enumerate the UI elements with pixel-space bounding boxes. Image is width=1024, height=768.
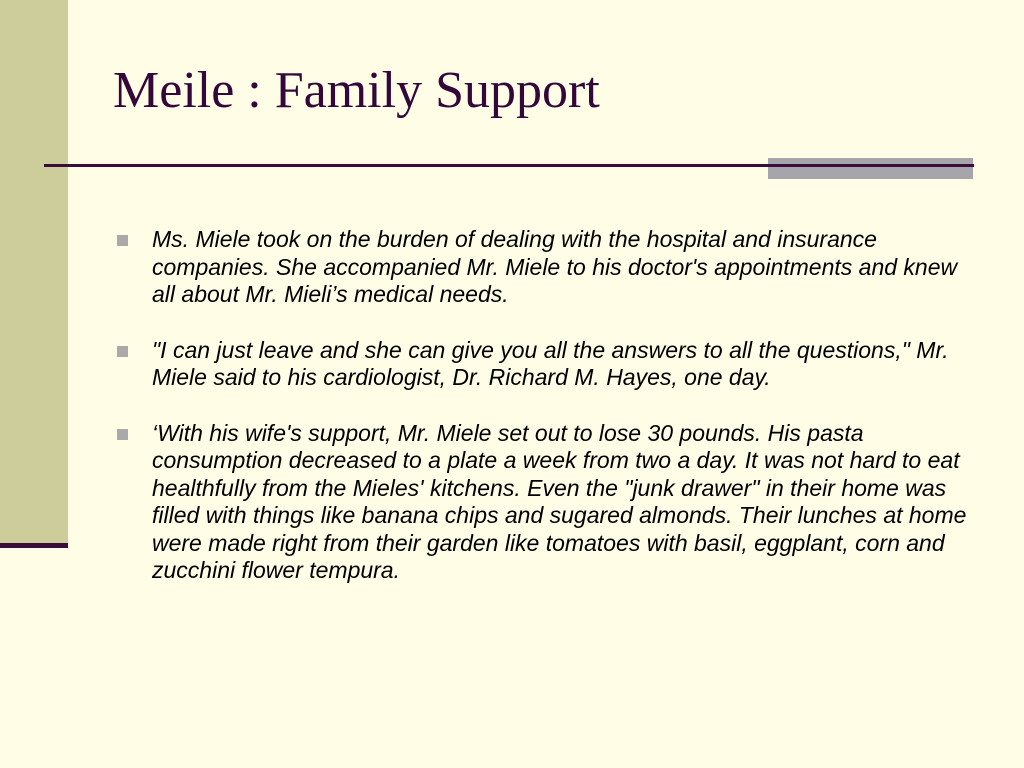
square-bullet-icon [117,429,128,440]
square-bullet-icon [117,235,128,246]
bullet-text-1: Ms. Miele took on the burden of dealing with the hospital and insurance companies. She accompanied Mr. Miele to his doctor's appointments and knew all about Mr. Mieli’s medical needs. [152,226,958,307]
slide-title: Meile : Family Support [113,62,600,119]
left-accent-bar [0,543,68,548]
bullet-item-2 [114,337,974,392]
bullet-item-3 [114,420,974,585]
bullet-text-2: "I can just leave and she can give you all the answers to all the questions," Mr. Miele said to his cardiologist, Dr. Richard M. Hayes, one day. [152,336,949,390]
left-decorative-band [0,0,68,545]
bullet-item-1 [114,226,974,309]
square-bullet-icon [117,346,128,357]
title-divider-bar [768,158,973,179]
bullet-list [114,226,974,613]
bullet-text-3: ‘With his wife's support, Mr. Miele set out to lose 30 pounds. His pasta consumption decreased to a plate a week from two a day. It was not hard to eat healthfully from the Mieles' kitchens. Even the "junk drawer" in their home was filled with things like banana chips and sugared almonds. Their lunches at home were made right from their garden like tomatoes with basil, eggplant, corn and zucchini flower tempura. [152,419,967,583]
